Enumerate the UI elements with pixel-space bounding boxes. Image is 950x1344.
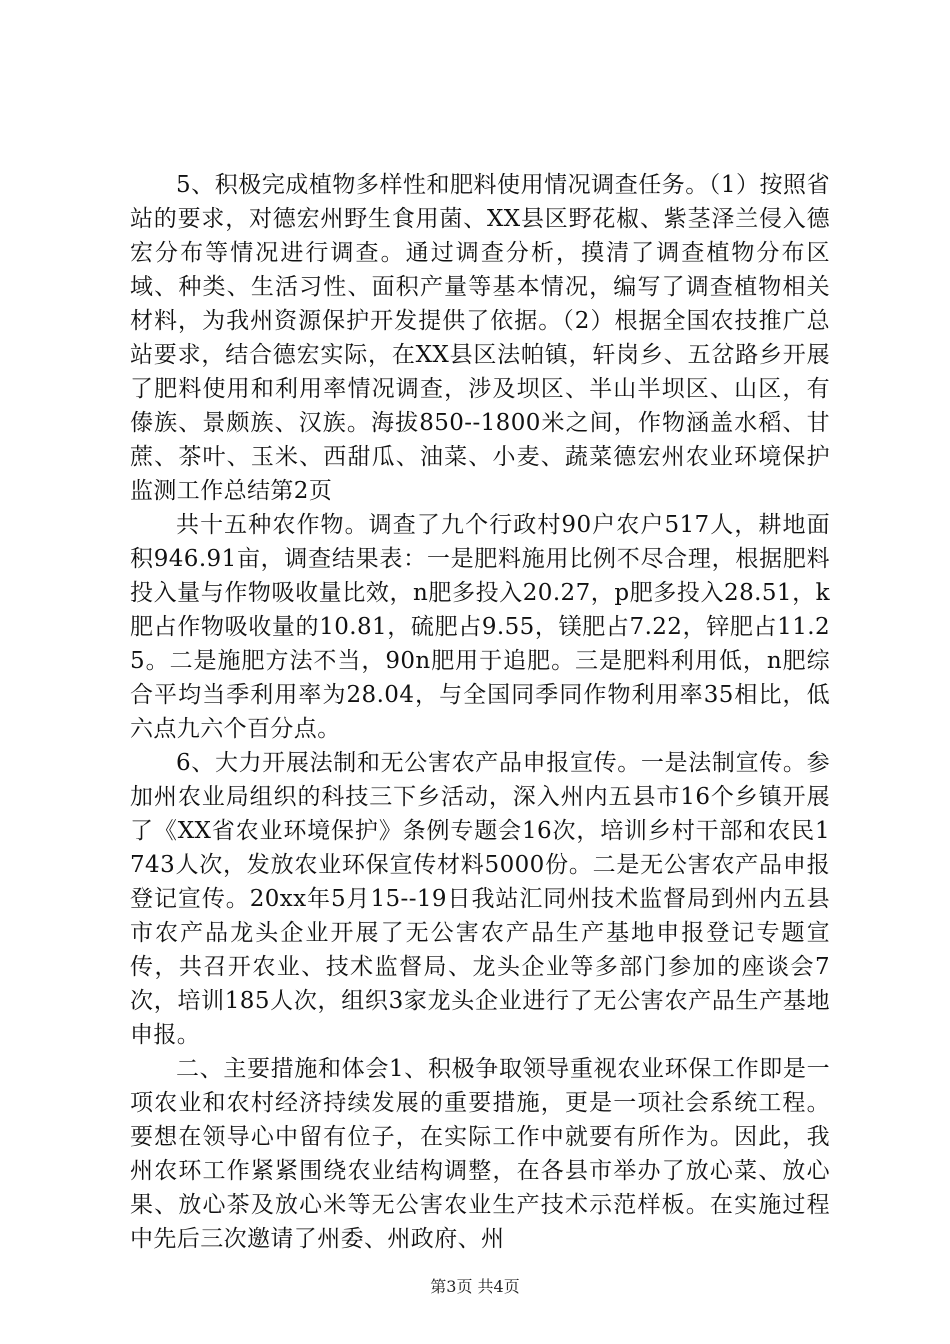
paragraph-legal-publicity: 6、大力开展法制和无公害农产品申报宣传。一是法制宣传。参加州农业局组织的科技三下乡活动，深入州内五县市16个乡镇开展了《XX省农业环境保护》条例专题会16次，培训乡村干部和农民1743人次，发放农业环保宣传材料5000份。二是无公害农产品申报登记宣传。20xx年5月15--19日我站汇同州技术监督局到州内五县市农产品龙头企业开展了无公害农产品生产基地申报登记专题宣传，共召开农业、技术监督局、龙头企业等多部门参加的座谈会7次，培训185人次，组织3家龙头企业进行了无公害农产品生产基地申报。 — [130, 750, 830, 1048]
paragraph-main-measures: 二、主要措施和体会1、积极争取领导重视农业环保工作即是一项农业和农村经济持续发展的重要措施，更是一项社会系统工程。要想在领导心中留有位子，在实际工作中就要有所作为。因此，我州农环工作紧紧围绕农业结构调整，在各县市举办了放心菜、放心果、放心茶及放心米等无公害农业生产技术示范样板。在实施过程中先后三次邀请了州委、州政府、州 — [130, 1056, 830, 1252]
paragraph-plant-survey: 5、积极完成植物多样性和肥料使用情况调查任务。（1）按照省站的要求，对德宏州野生食用菌、XX县区野花椒、紫茎泽兰侵入德宏分布等情况进行调查。通过调查分析，摸清了调查植物分布区域、种类、生活习性、面积产量等基本情况，编写了调查植物相关材料，为我州资源保护开发提供了依据。（2）根据全国农技推广总站要求，结合德宏实际，在XX县区法帕镇，轩岗乡、五岔路乡开展了肥料使用和利用率情况调查，涉及坝区、半山半坝区、山区，有傣族、景颇族、汉族。海拔850--1800米之间，作物涵盖水稻、甘蔗、茶叶、玉米、西甜瓜、油菜、小麦、蔬菜德宏州农业环境保护监测工作总结第2页 — [130, 172, 830, 504]
page-footer: 第3页 共4页 — [430, 1277, 520, 1296]
paragraph-fertilizer-results: 共十五种农作物。调查了九个行政村90户农户517人，耕地面积946.91亩，调查结果表：一是肥料施用比例不尽合理，根据肥料投入量与作物吸收量比效，n肥多投入20.27，p肥多投入28.51，k肥占作物吸收量的10.81，硫肥占9.55，镁肥占7.22，锌肥占11.25。二是施肥方法不当，90n肥用于追肥。三是肥料利用低，n肥综合平均当季利用率为28.04，与全国同季同作物利用率35相比，低六点九六个百分点。 — [130, 512, 830, 742]
document-body — [130, 168, 830, 1256]
